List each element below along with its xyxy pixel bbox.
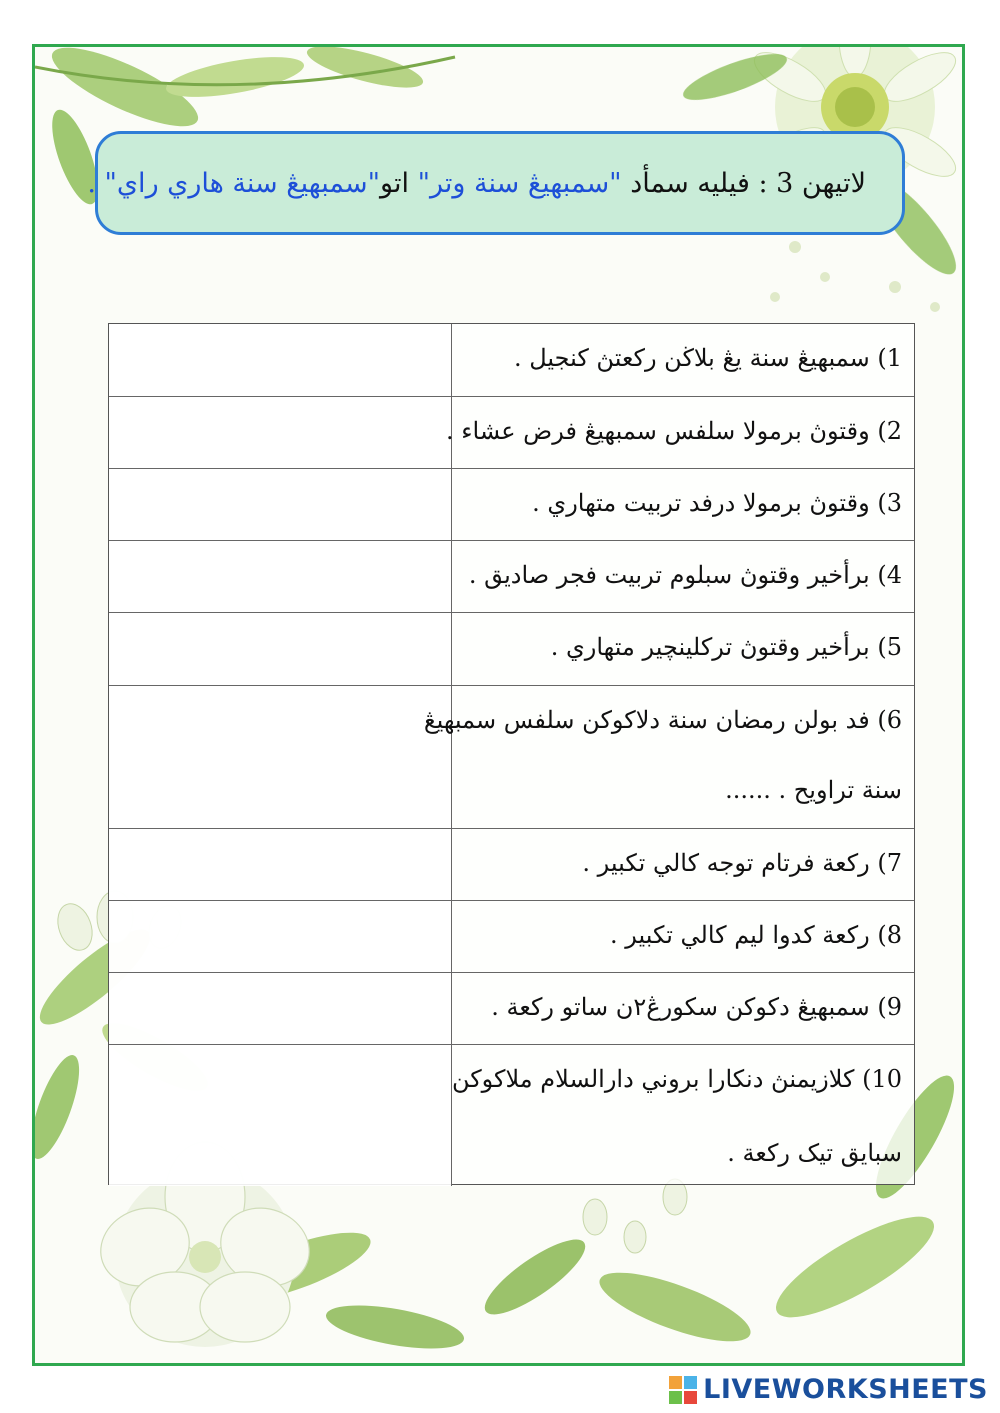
answer-drop-zone[interactable] (109, 324, 452, 396)
question-cell (452, 973, 914, 1044)
question-text: 2) وقتوڽ برمولا سلفس سمبهيڠ فرض عشاء . (445, 417, 902, 445)
question-text-line-2: سنة تراويح . ...... (725, 776, 902, 804)
question-text: 5) برأخير وقتوڽ ترکلينچير متهاري . (550, 633, 902, 661)
instruction-banner (87, 131, 905, 235)
table-row (109, 900, 914, 972)
question-text: 8) رکعة کدوا ليم کالي تکبير . (609, 921, 902, 949)
worksheet-frame (32, 44, 965, 1366)
instruction-text (87, 168, 866, 199)
table-row (109, 324, 914, 396)
table-row (109, 1044, 914, 1186)
answer-drop-zone[interactable] (109, 901, 452, 972)
liveworksheets-footer (669, 1374, 988, 1405)
question-text-line-1: 6) فد بولن رمضان سنة دلاکوکن سلفس سمبهيڠ (423, 706, 902, 734)
answer-drop-zone[interactable] (109, 973, 452, 1044)
question-text: 1) سمبهيڠ سنة يڠ بلاڬن رکعتڽ کنجيل . (513, 344, 902, 372)
table-row (109, 828, 914, 900)
question-cell (445, 397, 914, 468)
question-text: 7) رکعة فرتام توجه کالي تکبير . (582, 849, 902, 877)
instruction-prefix: لاتيهن 3 : فيليه سمأد (630, 167, 866, 199)
question-cell (452, 829, 914, 900)
table-row (109, 972, 914, 1044)
answer-drop-zone[interactable] (109, 1045, 452, 1186)
question-text: 3) وقتوڽ برمولا درفد تربيت متهاري . (532, 489, 902, 517)
question-table (108, 323, 915, 1185)
question-cell (452, 469, 914, 540)
liveworksheets-logo-icon (669, 1376, 697, 1404)
question-cell (452, 541, 914, 612)
answer-drop-zone[interactable] (109, 397, 452, 468)
question-text: 9) سمبهيڠ دکوکن سکورڠ٢ن ساتو رکعة . (491, 993, 902, 1021)
answer-drop-zone[interactable] (109, 541, 452, 612)
question-cell (423, 686, 914, 828)
table-row (109, 612, 914, 685)
question-cell (452, 324, 914, 396)
question-cell (452, 901, 914, 972)
table-row (109, 540, 914, 612)
question-cell (452, 1045, 914, 1186)
brand-name: LIVEWORKSHEETS (703, 1374, 988, 1405)
question-text-line-2: سبايق تيک رکعة . (727, 1139, 902, 1167)
answer-drop-zone[interactable] (109, 829, 452, 900)
table-row (109, 468, 914, 540)
option-hari-raya: "سمبهيڠ سنة هاري راي" . (87, 167, 380, 199)
option-witr: "سمبهيڠ سنة وتر" (417, 167, 622, 199)
question-text: 4) برأخير وقتوڽ سبلوم تربيت فجر صاديق . (468, 561, 902, 589)
answer-drop-zone[interactable] (109, 613, 452, 685)
answer-drop-zone[interactable] (109, 469, 452, 540)
answer-drop-zone[interactable] (109, 686, 452, 828)
table-row (109, 396, 914, 468)
question-cell (452, 613, 914, 685)
table-row (109, 685, 914, 828)
question-text-line-1: 10) کلازيمنڽ دنکارا بروني دارالسلام ملاکوکن (451, 1065, 902, 1093)
instruction-connector: اتو (380, 167, 409, 199)
